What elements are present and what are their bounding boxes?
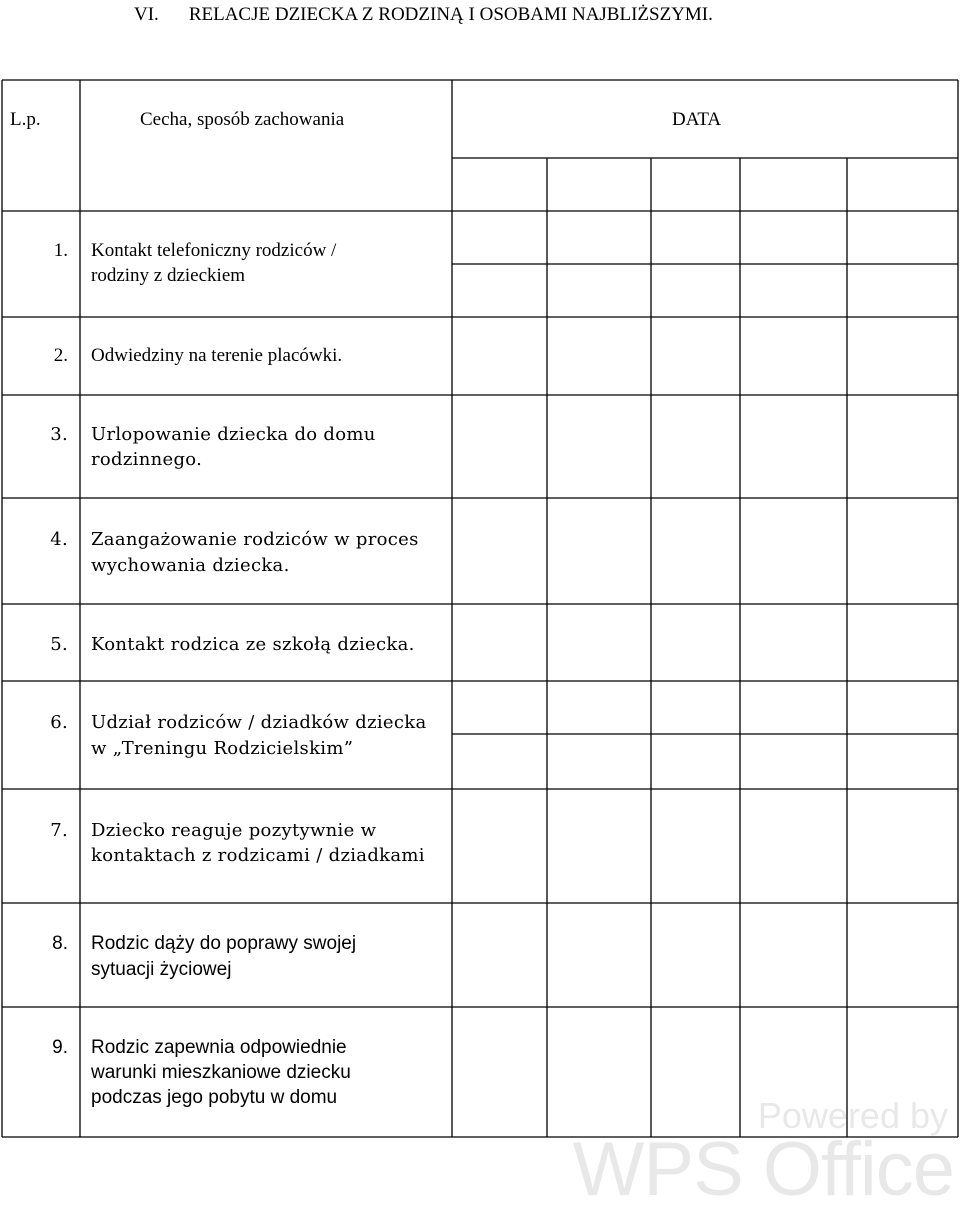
row-1-line1: Kontakt telefoniczny rodziców / bbox=[91, 240, 337, 261]
row-2-line1: Odwiedziny na terenie placówki. bbox=[91, 345, 343, 366]
section-heading: RELACJE DZIECKA Z RODZINĄ I OSOBAMI NAJBLIŻSZYMI. bbox=[188, 4, 713, 25]
row-6-line2: w „Treningu Rodzicielskim” bbox=[91, 738, 354, 759]
row-8-line2: sytuacji życiowej bbox=[91, 959, 232, 980]
watermark-powered-by: Powered by bbox=[757, 1095, 948, 1136]
wps-watermark bbox=[524, 1095, 954, 1213]
row-9-line2: warunki mieszkaniowe dziecku bbox=[91, 1062, 351, 1083]
row-7-number: 7. bbox=[50, 820, 68, 841]
row-6-line1: Udział rodziców / dziadków dziecka bbox=[91, 712, 427, 733]
row-1-number: 1. bbox=[53, 240, 68, 261]
watermark-brand: WPS Office bbox=[572, 1127, 954, 1212]
row-7-line2: kontaktach z rodzicami / dziadkami bbox=[91, 845, 425, 866]
row-6-number: 6. bbox=[50, 712, 68, 733]
row-4-line1: Zaangażowanie rodziców w proces bbox=[91, 529, 419, 550]
row-9-line3: podczas jego pobytu w domu bbox=[91, 1087, 338, 1108]
header-lp: L.p. bbox=[10, 109, 41, 130]
row-3-number: 3. bbox=[50, 424, 68, 445]
section-number: VI. bbox=[134, 4, 159, 25]
row-1-line2: rodziny z dzieckiem bbox=[91, 265, 246, 286]
row-4-number: 4. bbox=[50, 529, 68, 550]
header-date: DATA bbox=[672, 109, 722, 130]
row-8-number: 8. bbox=[52, 933, 68, 954]
row-2-number: 2. bbox=[53, 345, 68, 366]
row-9-line1: Rodzic zapewnia odpowiednie bbox=[91, 1037, 347, 1058]
row-9-number: 9. bbox=[52, 1037, 68, 1058]
row-3-line2: rodzinnego. bbox=[91, 449, 203, 470]
row-7-line1: Dziecko reaguje pozytywnie w bbox=[91, 820, 377, 841]
row-4-line2: wychowania dziecka. bbox=[91, 555, 290, 576]
row-8-line1: Rodzic dąży do poprawy swojej bbox=[91, 933, 357, 954]
row-5-number: 5. bbox=[50, 634, 68, 655]
row-5-line1: Kontakt rodzica ze szkołą dziecka. bbox=[91, 634, 415, 655]
header-feature: Cecha, sposób zachowania bbox=[140, 109, 345, 130]
row-3-line1: Urlopowanie dziecka do domu bbox=[91, 424, 376, 445]
